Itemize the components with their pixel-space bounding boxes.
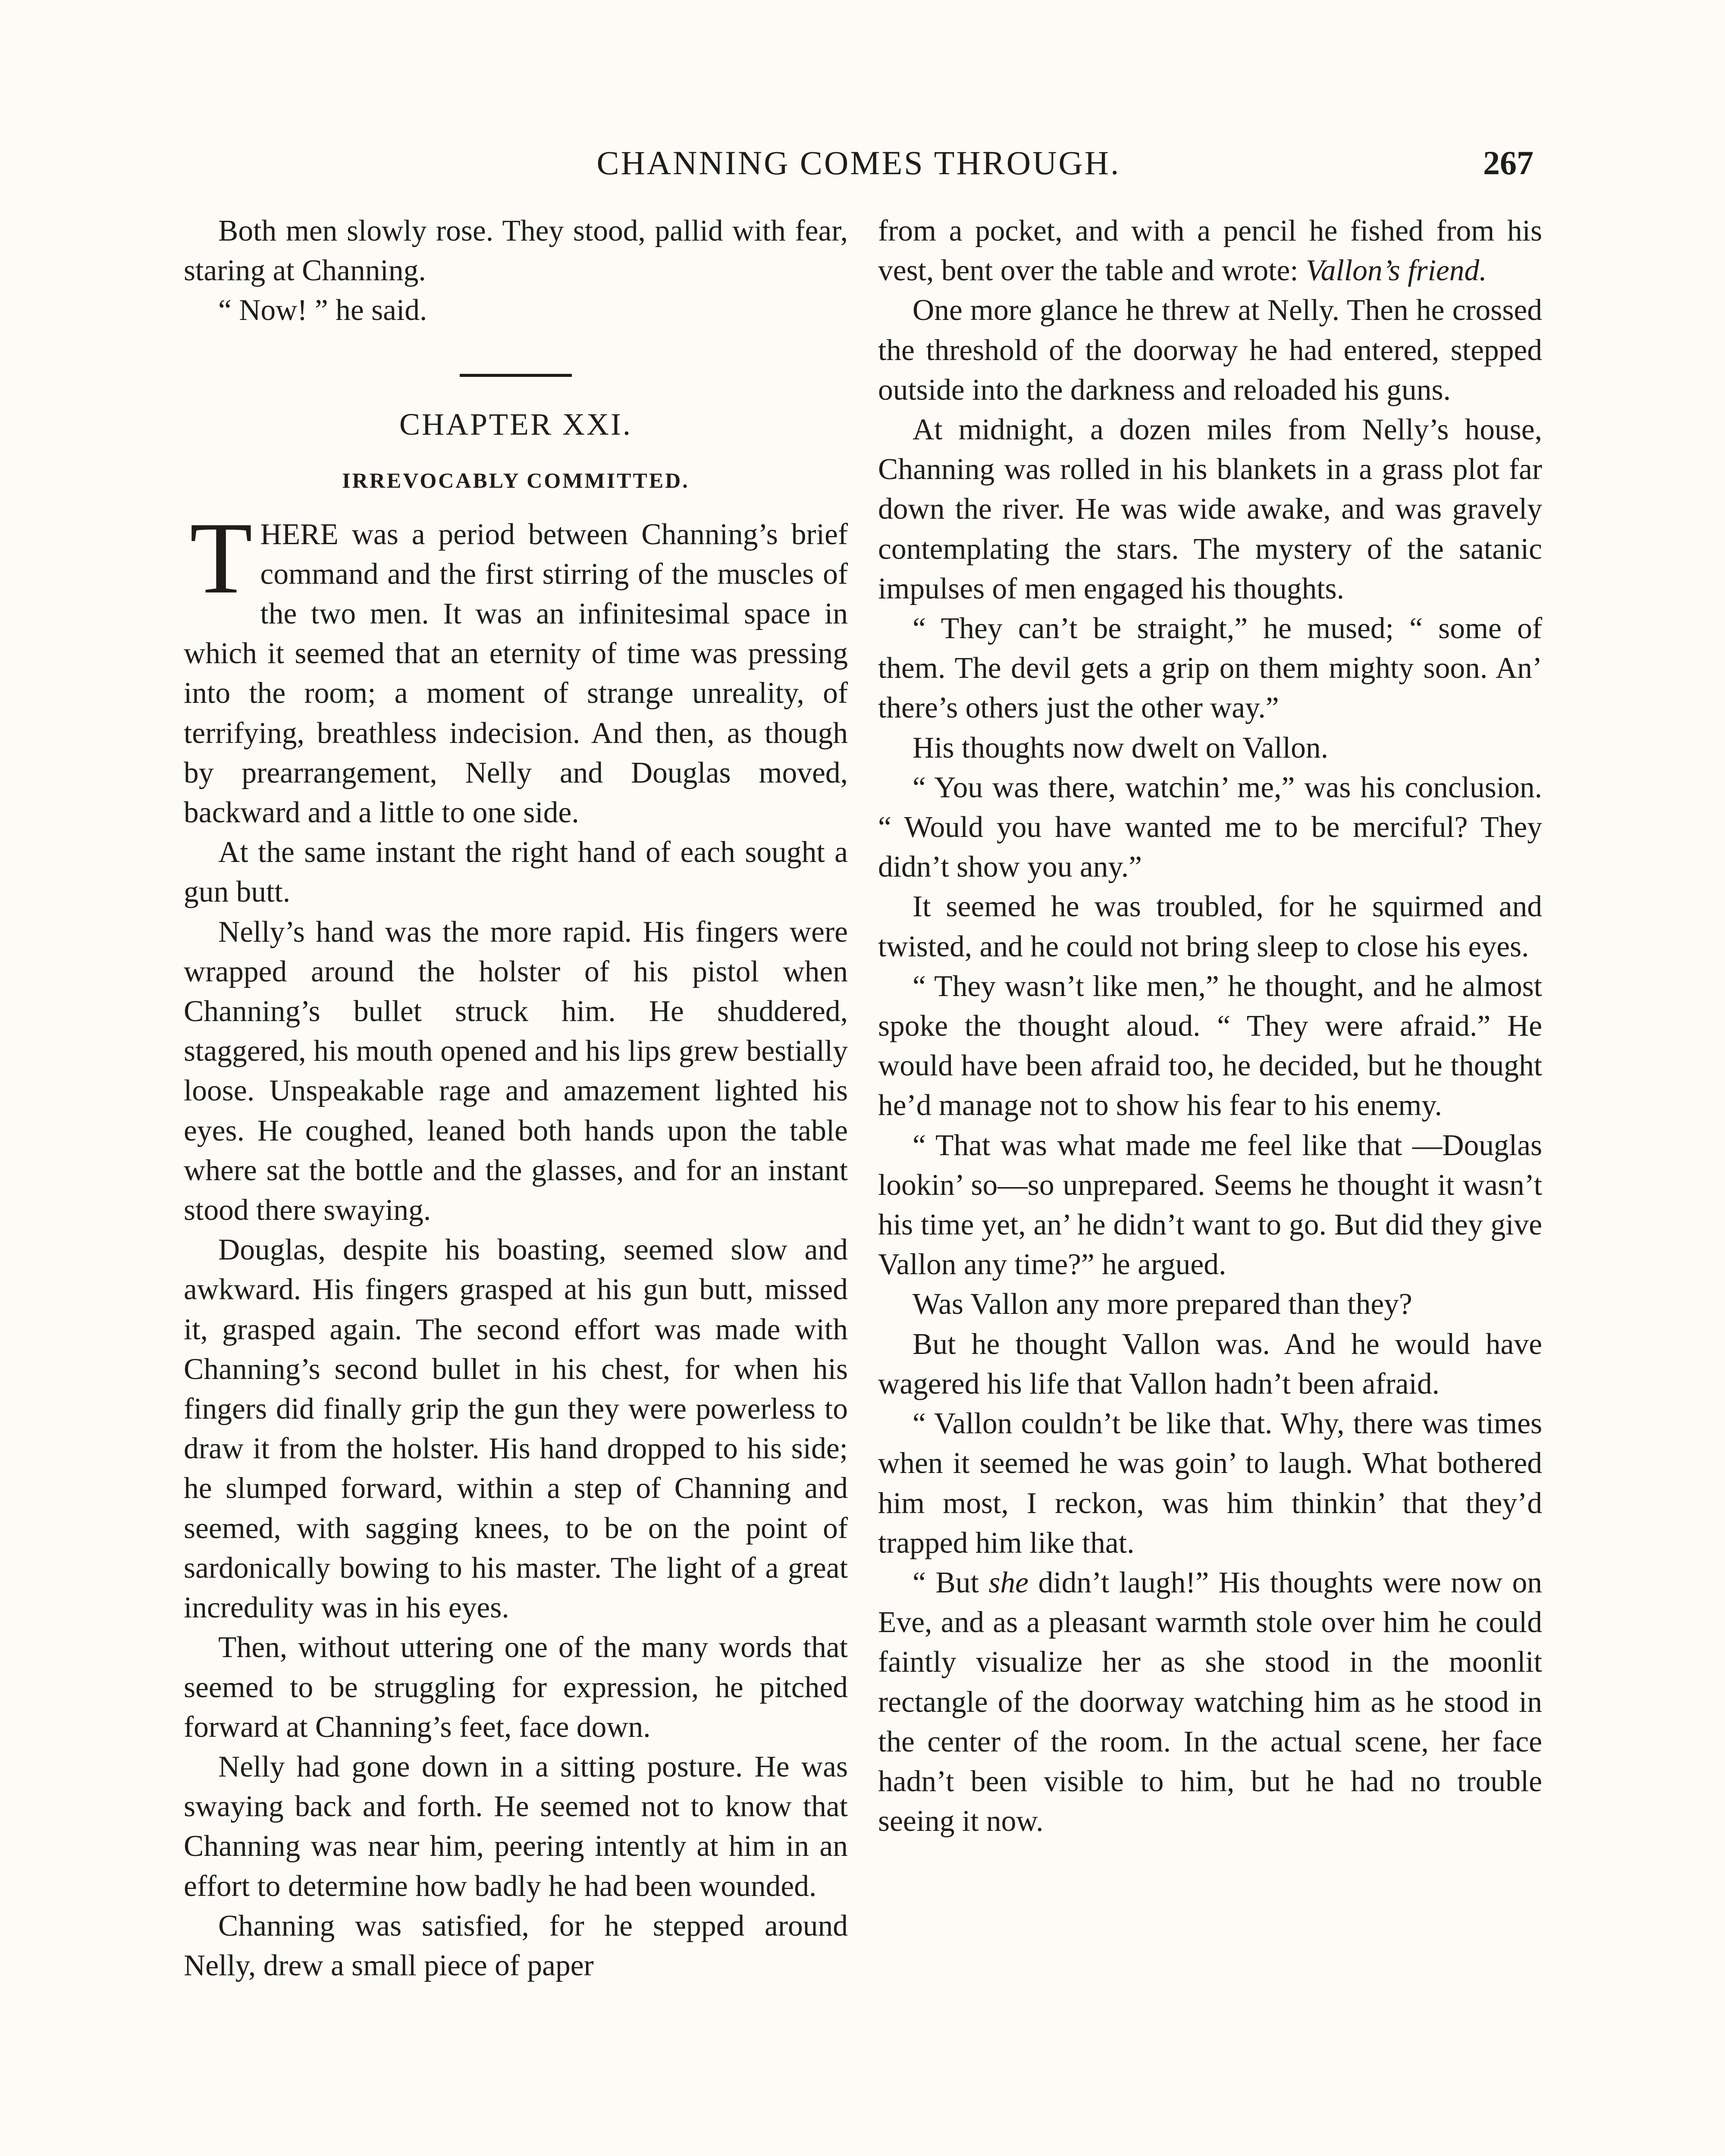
paragraph: “ That was what made me feel like that —Douglas lookin’ so—so unprepared. Seems he thought it wasn’t his time yet, an’ he didn’t want to go. But did they give Vallon any time?” he argued. bbox=[878, 1128, 1542, 1282]
paragraph-text: HERE was a period between Channing’s brief command and the first stirring of the muscles of the two men. It was an infinitesimal space in which it seemed that an eternity of time was pressing into the room; a moment of strange unreality, of terrifying, breathless indecision. And then, as though by prearrangement, Nelly and Douglas moved, backward and a little to one side. bbox=[184, 517, 848, 830]
paragraph: Nelly’s hand was the more rapid. His fingers were wrapped around the holster of his pistol when Channing’s bullet struck him. He shuddered, staggered, his mouth opened and his lips grew bestially loose. Unspeakable rage and amazement lighted his eyes. He coughed, leaned both hands upon the table where sat the bottle and the glasses, and for an instant stood there swaying. bbox=[184, 915, 848, 1227]
paragraph: At the same instant the right hand of each sought a gun butt. bbox=[184, 836, 848, 909]
page-number: 267 bbox=[1483, 144, 1534, 182]
chapter-number: CHAPTER XXI. bbox=[399, 407, 632, 442]
paragraph: One more glance he threw at Nelly. Then he crossed the threshold of the doorway he had entered, stepped outside into the darkness and reloaded his guns. bbox=[878, 294, 1542, 407]
italic-note: Vallon’s friend. bbox=[1305, 254, 1487, 288]
paragraph: Douglas, despite his boasting, seemed slow and awkward. His fingers grasped at his gun butt, missed it, grasped again. The second effort was made with Channing’s second bullet in his chest, for when his fingers did finally grip the gun they were powerless to draw it from the holster. His hand dropped to his side; he slumped forward, within a step of Channing and seemed, with sagging knees, to be on the point of sardonically bowing to his master. The light of a great incredulity was in his eyes. bbox=[184, 1233, 848, 1625]
paragraph: But he thought Vallon was. And he would have wagered his life that Vallon hadn’t been afraid. bbox=[878, 1327, 1542, 1401]
paragraph: “ You was there, watchin’ me,” was his conclusion. “ Would you have wanted me to be merciful? They didn’t show you any.” bbox=[878, 771, 1542, 884]
paragraph: “ Vallon couldn’t be like that. Why, there was times when it seemed he was goin’ to laugh. What bothered him most, I reckon, was him thinkin’ that they’d trapped him like that. bbox=[878, 1407, 1542, 1560]
paragraph: Then, without uttering one of the many words that seemed to be struggling for expression, he pitched forward at Channing’s feet, face down. bbox=[184, 1631, 848, 1744]
section-divider bbox=[460, 374, 572, 377]
paragraph: At midnight, a dozen miles from Nelly’s house, Channing was rolled in his blankets in a grass plot far down the river. He was wide awake, and was gravely contemplating the stars. The mystery of the satanic impulses of men engaged his thoughts. bbox=[878, 413, 1542, 605]
right-column bbox=[878, 211, 1542, 1841]
chapter-title: IRREVOCABLY COMMITTED. bbox=[342, 468, 690, 492]
left-column bbox=[184, 211, 848, 1986]
italic-word: she bbox=[988, 1566, 1029, 1599]
running-title: CHANNING COMES THROUGH. bbox=[596, 144, 1121, 182]
paragraph: Both men slowly rose. They stood, pallid with fear, staring at Channing. bbox=[184, 214, 848, 288]
paragraph: Nelly had gone down in a sitting posture. He was swaying back and forth. He seemed not to know that Channing was near him, peering intently at him in an effort to determine how badly he had been wounded. bbox=[184, 1750, 848, 1903]
paragraph: His thoughts now dwelt on Vallon. bbox=[913, 731, 1329, 765]
paragraph-with-drop-cap bbox=[184, 501, 848, 833]
drop-cap: T bbox=[190, 501, 253, 615]
paragraph: “ They wasn’t like men,” he thought, and he almost spoke the thought aloud. “ They were afraid.” He would have been afraid too, he decided, but he thought he’d manage not to show his fear to his enemy. bbox=[878, 969, 1542, 1122]
paragraph bbox=[878, 211, 1542, 291]
paragraph-text: from a pocket, and with a pencil he fished from his vest, bent over the table and wrote: bbox=[878, 214, 1542, 288]
paragraph: Channing was satisfied, for he stepped around Nelly, drew a small piece of paper bbox=[184, 1909, 848, 1982]
paragraph: “ Now! ” he said. bbox=[218, 294, 427, 327]
paragraph-text: didn’t laugh!” His thoughts were now on Eve, and as a pleasant warmth stole over him he could faintly visualize her as she stood in the moonlit rectangle of the doorway watching him as he stood in the center of the room. In the actual scene, her face hadn’t been visible to him, but he had no trouble seeing it now. bbox=[878, 1566, 1543, 1838]
paragraph: It seemed he was troubled, for he squirmed and twisted, and he could not bring sleep to close his eyes. bbox=[878, 890, 1542, 963]
paragraph-text: “ But bbox=[913, 1566, 979, 1599]
paragraph: Was Vallon any more prepared than they? bbox=[913, 1288, 1412, 1321]
paragraph: “ They can’t be straight,” he mused; “ some of them. The devil gets a grip on them mighty soon. An’ there’s others just the other way.” bbox=[878, 612, 1542, 725]
page-header bbox=[184, 137, 1534, 189]
paragraph bbox=[878, 1563, 1542, 1841]
